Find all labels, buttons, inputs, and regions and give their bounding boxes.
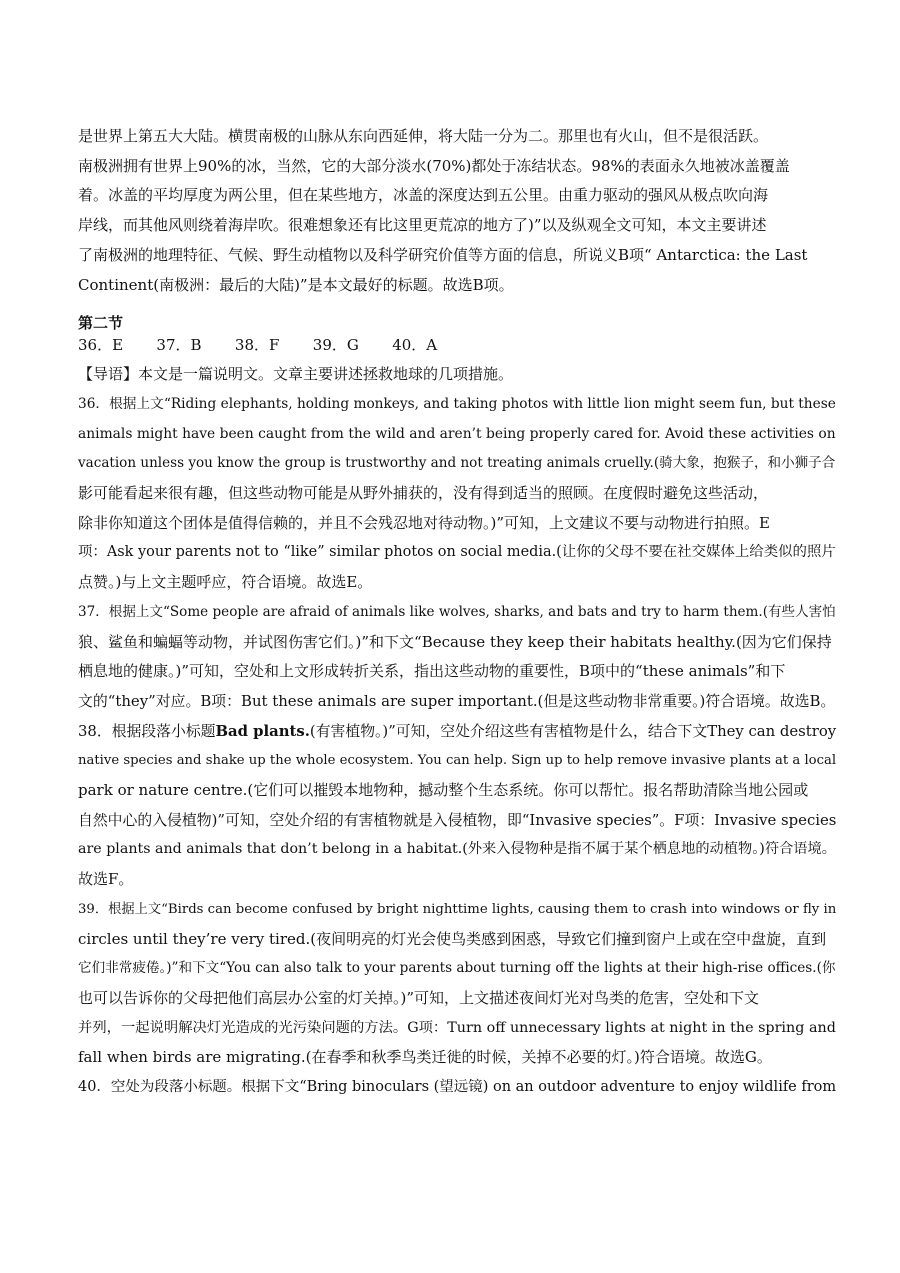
question-38-explanation	[78, 717, 840, 895]
question-40-explanation	[78, 1073, 840, 1103]
text-line: fall when birds are migrating.(在春季和秋季鸟类迁徙的时候，关掉不必要的灯。)符合语境。故选G。	[78, 1048, 772, 1067]
text-line: 37．根据上文“Some people are afraid of animals like wolves, sharks, and bats and try to harm them.(有些人害怕	[78, 603, 836, 620]
lead-paragraph: 【导语】本文是一篇说明文。文章主要讲述拯救地球的几项措施。	[78, 365, 514, 384]
question-39-explanation	[78, 895, 840, 1073]
text-line: 南极洲拥有世界上90%的冰，当然，它的大部分淡水(70%)都处于冻结状态。98%的表面永久地被冰盖覆盖	[78, 156, 790, 175]
text-line: are plants and animals that don’t belong in a habitat.(外来入侵物种是指不属于某个栖息地的动植物。)符合语境。	[78, 841, 836, 858]
intro-paragraph	[78, 122, 840, 300]
text-line: 除非你知道这个团体是值得信赖的，并且不会残忍地对待动物。)”可知，上文建议不要与动物进行拍照。E	[78, 513, 770, 532]
text-line: 栖息地的健康。)”可知，空处和上文形成转折关系，指出这些动物的重要性，B项中的“these animals”和下	[78, 662, 786, 681]
text-line: 是世界上第五大大陆。横贯南极的山脉从东向西延伸，将大陆一分为二。那里也有火山，但不是很活跃。	[78, 127, 769, 145]
text-line: animals might have been caught from the wild and aren’t being properly cared for. Avoid these activities on	[78, 425, 836, 442]
answer-key: 36．E 37．B 38．F 39．G 40．A	[78, 336, 438, 355]
text-line: 狼、鲨鱼和蝙蝠等动物，并试图伤害它们。)”和下文“Because they keep their habitats healthy.(因为它们保持	[78, 632, 832, 651]
text-line: 文的“they”对应。B项：But these animals are super important.(但是这些动物非常重要。)符合语境。故选B。	[78, 691, 836, 710]
text-line: 影可能看起来很有趣，但这些动物可能是从野外捕获的，没有得到适当的照顾。在度假时避免这些活动，	[78, 484, 769, 503]
text-line: 39．根据上文“Birds can become confused by bright nighttime lights, causing them to crash into windows or fly in	[78, 901, 837, 917]
text-line: 故选F。	[78, 870, 134, 889]
text-line: Continent(南极洲：最后的大陆)”是本文最好的标题。故选B项。	[78, 275, 514, 294]
text-line: circles until they’re very tired.(夜间明亮的灯光会使鸟类感到困惑，导致它们撞到窗户上或在空中盘旋，直到	[78, 929, 827, 948]
text-line: vacation unless you know the group is trustworthy and not treating animals cruelly.(骑大象，抱猴子，和小狮子合	[78, 455, 836, 472]
text-line: park or nature centre.(它们可以摧毁本地物种，撼动整个生态系统。你可以帮忙。报名帮助清除当地公园或	[78, 781, 809, 800]
text-line: 着。冰盖的平均厚度为两公里，但在某些地方，冰盖的深度达到五公里。由重力驱动的强风从极点吹向海	[78, 186, 769, 205]
q38-prefix: 38．根据段落小标题	[78, 722, 216, 740]
q38-rest: (有害植物。)”可知，空处介绍这些有害植物是什么，结合下文They can destroy	[309, 722, 837, 740]
text-line: 了南极洲的地理特征、气候、野生动植物以及科学研究价值等方面的信息，所说义B项“ Antarctica: the Last	[78, 245, 808, 264]
text-line: 36．根据上文“Riding elephants, holding monkeys, and taking photos with little lion might seem fun, but these	[78, 395, 836, 412]
text-line: 点赞。)与上文主题呼应，符合语境。故选E。	[78, 573, 373, 592]
question-36-explanation	[78, 390, 840, 598]
text-line: 也可以告诉你的父母把他们高层办公室的灯关掉。)”可知，上文描述夜间灯光对鸟类的危害，空处和下文	[78, 988, 760, 1007]
text-line	[78, 717, 840, 747]
text-line: 它们非常疲倦。)”和下文“You can also talk to your parents about turning off the lights at their high-rise offices.(你	[78, 960, 836, 977]
text-line: 自然中心的入侵植物)”可知，空处介绍的有害植物就是入侵植物，即“Invasive species”。F项：Invasive species	[78, 810, 837, 829]
text-line: 项：Ask your parents not to “like” similar photos on social media.(让你的父母不要在社交媒体上给类似的照片	[78, 544, 836, 561]
text-line: 并列，一起说明解决灯光造成的光污染问题的方法。G项：Turn off unnecessary lights at night in the spring and	[78, 1019, 836, 1036]
q38-heading-bold: Bad plants.	[215, 722, 310, 740]
text-line: 岸线，而其他风则绕着海岸吹。很难想象还有比这里更荒凉的地方了)”以及纵观全文可知，本文主要讲述	[78, 216, 767, 235]
text-line: native species and shake up the whole ecosystem. You can help. Sign up to help remove invasive plants at a local	[78, 753, 837, 769]
question-37-explanation	[78, 598, 840, 717]
section-title: 第二节	[78, 314, 124, 333]
text-line: 40．空处为段落小标题。根据下文“Bring binoculars (望远镜) on an outdoor adventure to enjoy wildlife from	[78, 1079, 837, 1096]
